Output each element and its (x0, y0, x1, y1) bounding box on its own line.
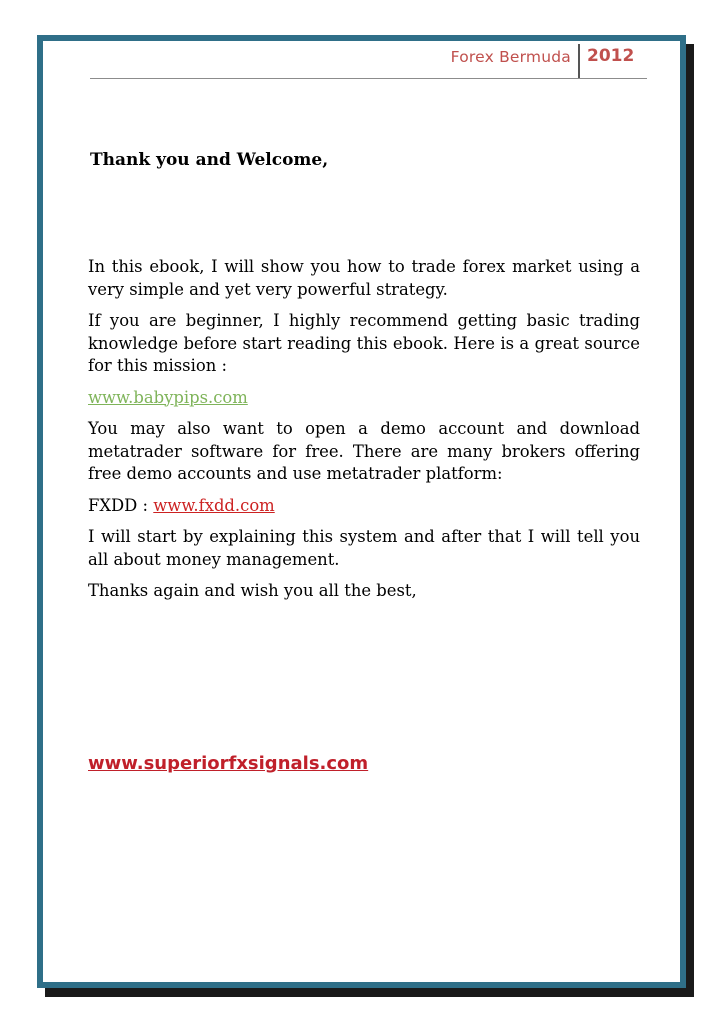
demo-paragraph: You may also want to open a demo account and download metatrader software for free. There are many brokers offering free demo accounts and use metatrader platform: (88, 419, 640, 483)
header-title: Forex Bermuda (450, 48, 571, 66)
babypips-paragraph (88, 387, 640, 410)
document-body (88, 256, 640, 612)
babypips-link[interactable]: www.babypips.com (88, 387, 248, 407)
signature-link[interactable]: www.superiorfxsignals.com (88, 753, 369, 774)
fxdd-link[interactable]: www.fxdd.com (153, 495, 275, 515)
header-year: 2012 (587, 46, 635, 66)
intro-paragraph: In this ebook, I will show you how to trade forex market using a very simple and yet very powerful strategy. (88, 257, 640, 299)
fxdd-paragraph (88, 495, 640, 518)
explain-paragraph: I will start by explaining this system and after that I will tell you all about money management. (88, 527, 640, 569)
header-rule (90, 78, 647, 79)
header-divider (578, 44, 580, 78)
thanks-paragraph: Thanks again and wish you all the best, (88, 581, 417, 600)
greeting-heading: Thank you and Welcome, (90, 150, 329, 170)
fxdd-label: FXDD : (88, 495, 154, 515)
beginner-paragraph: If you are beginner, I highly recommend getting basic trading knowledge before start reading this ebook. Here is a great source for this mission : (88, 311, 640, 375)
